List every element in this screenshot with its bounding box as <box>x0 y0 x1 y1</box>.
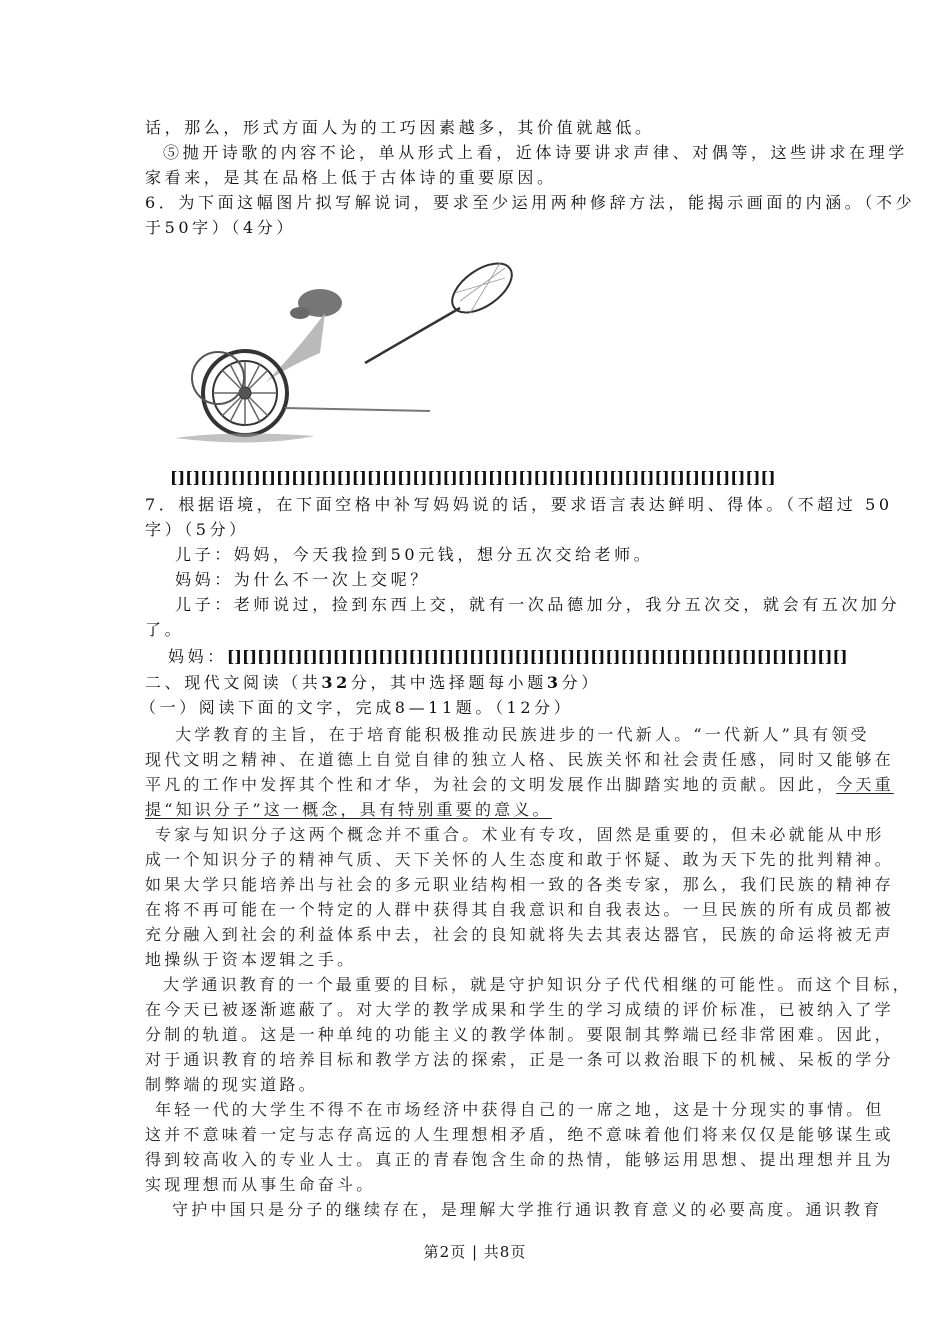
passage-line: 对于通识教育的培养目标和教学方法的探索，正是一条可以救治眼下的机械、呆板的学分 <box>145 1050 894 1069</box>
passage-line: 制弊端的现实道路。 <box>145 1075 318 1094</box>
dialogue-line: 妈妈：为什么不一次上交呢？ <box>175 570 430 589</box>
passage-line: 大学通识教育的一个最重要的目标，就是守护知识分子代代相继的可能性。而这个目标， <box>163 975 912 994</box>
wheelchair-tennis-illustration <box>170 243 530 458</box>
passage-line-underlined: 提“知识分子”这一概念，具有特别重要的意义。 <box>145 800 552 819</box>
passage-line: 大学教育的主旨，在于培育能积极推动民族进步的一代新人。“一代新人”具有领受 <box>175 725 870 744</box>
passage-line: 年轻一代的大学生不得不在市场经济中获得自己的一席之地，这是十分现实的事情。但 <box>155 1100 885 1119</box>
passage-line: 这并不意味着一定与志存高远的人生理想相矛盾，绝不意味着他们将来仅仅是能够谋生或 <box>145 1125 894 1144</box>
dialogue-line: 儿子：老师说过，捡到东西上交，就有一次品德加分，我分五次交，就会有五次加分 <box>175 595 901 614</box>
passage-line: 如果大学只能培养出与社会的多元职业结构相一致的各类专家，那么，我们民族的精神存 <box>145 875 894 894</box>
question-6: 6．为下面这幅图片拟写解说词，要求至少运用两种修辞方法，能揭示画面的内涵。（不少 <box>145 193 916 212</box>
question-7: 7．根据语境，在下面空格中补写妈妈说的话，要求语言表达鲜明、得体。（不超过 50 <box>145 495 893 514</box>
section-heading <box>145 672 601 694</box>
heading-text: 分） <box>561 673 601 692</box>
question-6-cont: 于50字）（4分） <box>145 218 296 237</box>
text: 平凡的工作中发挥其个性和才华，为社会的文明发展作出脚踏实地的贡献。因此， <box>145 775 837 794</box>
answer-blank[interactable]: [][][][][][][][][][][][][][][][][][][][][][][][][][][][][][][][][][][][][][][][] <box>170 468 776 487</box>
player-figure <box>265 289 342 383</box>
passage-line <box>145 774 894 796</box>
passage-line: 专家与知识分子这两个概念并不重合。术业有专攻，固然是重要的，但未必就能从中形 <box>155 825 885 844</box>
mom-answer-line <box>168 646 848 668</box>
passage-line: 地操纵于资本逻辑之手。 <box>145 950 357 969</box>
passage-line: 实现理想而从事生命奋斗。 <box>145 1175 376 1194</box>
passage-line: 充分融入到社会的利益体系中去，社会的良知就将失去其表达器官，民族的命运将被无声 <box>145 925 894 944</box>
passage-line: 分制的轨道。这是一种单纯的功能主义的教学体制。要限制其弊端已经非常困难。因此， <box>145 1025 894 1044</box>
heading-text: 分，其中选择题每小题 <box>350 673 547 692</box>
passage-line: 得到较高收入的专业人士。真正的青春饱含生命的热情，能够运用思想、提出理想并且为 <box>145 1150 894 1169</box>
passage-line: 现代文明之精神、在道德上自觉自律的独立人格、民族关怀和社会责任感，同时又能够在 <box>145 750 894 769</box>
text-line: 话，那么，形式方面人为的工巧因素越多，其价值就越低。 <box>145 118 655 137</box>
passage-line: 在今天已被逐渐遮蔽了。对大学的教学成果和学生的学习成绩的评价标准，已被纳入了学 <box>145 1000 894 1019</box>
underlined-text: 今天重 <box>836 775 894 794</box>
text-line: 家看来，是其在品格上低于古体诗的重要原因。 <box>145 168 557 187</box>
total-score: 32 <box>321 673 351 692</box>
mom-label: 妈妈： <box>168 647 227 666</box>
heading-text: 二、现代文阅读（共 <box>145 673 322 692</box>
per-question-score: 3 <box>546 673 562 692</box>
page-footer: 第2页 | 共8页 <box>423 1243 527 1261</box>
subsection-heading: （一）阅读下面的文字，完成8—11题。（12分） <box>140 698 574 717</box>
passage-line: 守护中国只是分子的继续存在，是理解大学推行通识教育意义的必要高度。通识教育 <box>172 1200 883 1219</box>
tennis-racket <box>365 254 520 363</box>
question-7-cont: 字）（5分） <box>145 520 249 539</box>
dialogue-line: 了。 <box>145 620 185 639</box>
passage-line: 在将不再可能在一个特定的人群中获得其自我意识和自我表达。一旦民族的所有成员都被 <box>145 900 894 919</box>
passage-line: 成一个知识分子的精神气质、天下关怀的人生态度和敢于怀疑、敢为天下先的批判精神。 <box>145 850 894 869</box>
wheelchair <box>192 351 430 435</box>
dialogue-line: 儿子：妈妈，今天我捡到50元钱，想分五次交给老师。 <box>175 545 654 564</box>
shadow <box>175 433 315 442</box>
answer-blank[interactable]: [][][][][][][][][][][][][][][][][][][][][][][][][][][][][][][][][][][][][][][][][] <box>226 647 848 666</box>
text-line: ⑤抛开诗歌的内容不论，单从形式上看，近体诗要讲求声律、对偶等，这些讲求在理学 <box>163 143 908 162</box>
